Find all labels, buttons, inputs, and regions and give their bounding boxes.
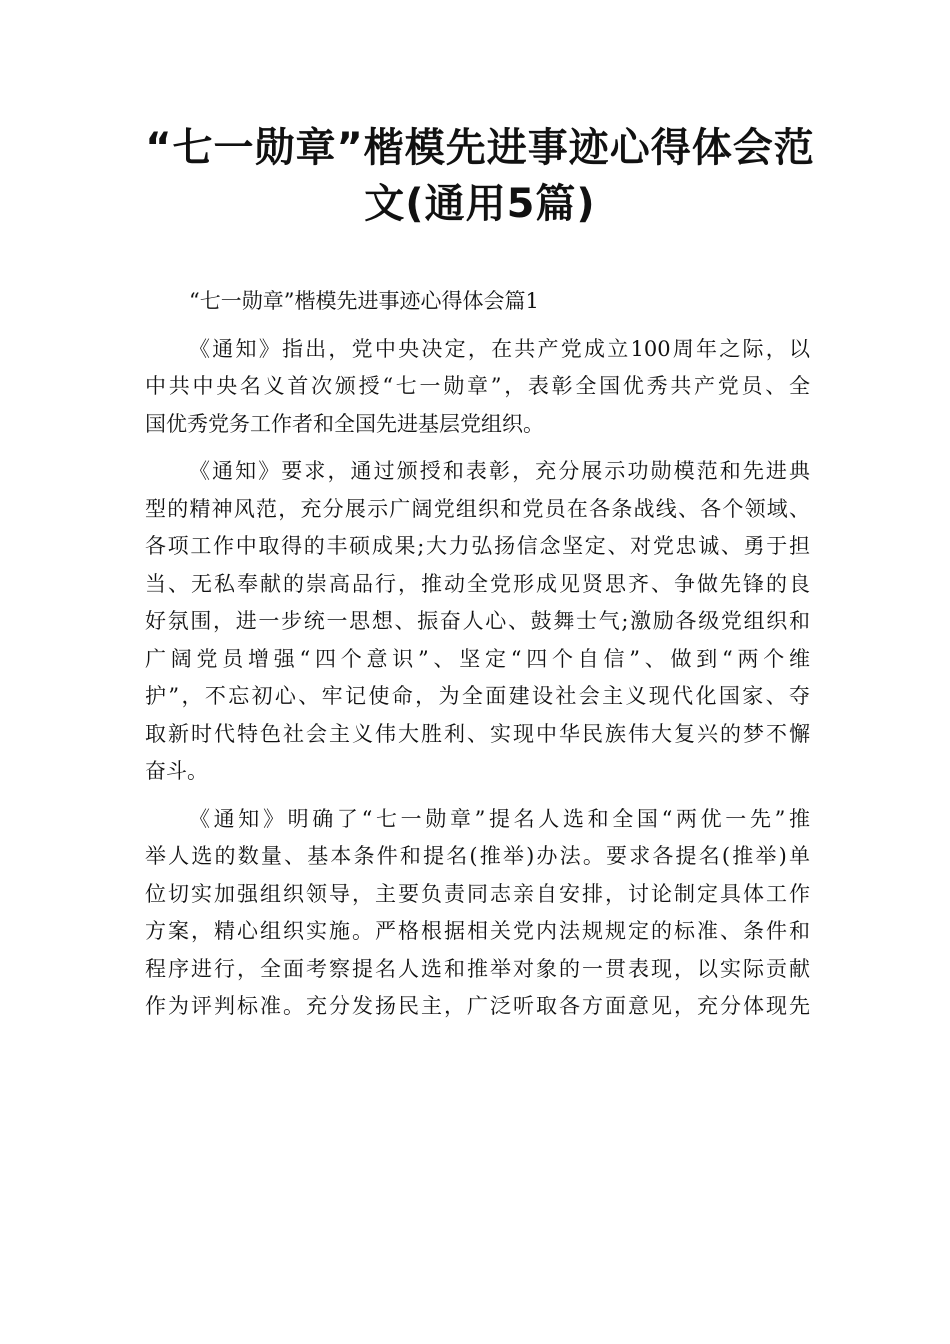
text-line: “七一勋章”楷模先进事迹心得体会篇1 [189,289,539,313]
title-line-1: “七一勋章”楷模先进事迹心得体会范 [145,125,815,171]
text-line: 好氛围，进一步统一思想、振奋人心、鼓舞士气;激励各级党组织和 [145,609,810,633]
text-line: 广阔党员增强“四个意识”、坚定“四个自信”、做到“两个维 [145,646,810,671]
title-line-2: 文(通用5篇) [364,181,596,227]
text-line: 各项工作中取得的丰硕成果;大力弘扬信念坚定、对党忠诚、勇于担 [145,534,810,558]
text-line: 当、无私奉献的崇高品行，推动全党形成见贤思齐、争做先锋的良 [145,571,810,596]
document-title [120,120,840,232]
text-line: 方案，精心组织实施。严格根据相关党内法规规定的标准、条件和 [145,919,810,943]
text-line: 程序进行，全面考察提名人选和推举对象的一贯表现，以实际贡献 [145,956,810,981]
text-line: 位切实加强组织领导，主要负责同志亲自安排，讨论制定具体工作 [145,881,810,906]
paragraph-2 [145,453,810,791]
text-line: 举人选的数量、基本条件和提名(推举)办法。要求各提名(推举)单 [145,844,810,868]
paragraph-3 [145,801,810,1026]
text-line: 中共中央名义首次颁授“七一勋章”，表彰全国优秀共产党员、全 [145,374,810,398]
section-heading [145,283,810,321]
text-line: 型的精神风范，充分展示广阔党组织和党员在各条战线、各个领域、 [145,496,810,521]
text-line: 《通知》要求，通过颁授和表彰，充分展示功勋模范和先进典 [189,459,810,483]
text-line: 取新时代特色社会主义伟大胜利、实现中华民族伟大复兴的梦不懈 [145,721,810,746]
paragraph-1 [145,331,810,444]
text-line: 《通知》明确了“七一勋章”提名人选和全国“两优一先”推 [189,806,810,831]
text-line: 作为评判标准。充分发扬民主，广泛听取各方面意见，充分体现先 [145,994,810,1018]
text-line: 护”，不忘初心、牢记使命，为全面建设社会主义现代化国家、夺 [145,684,810,708]
text-line: 国优秀党务工作者和全国先进基层党组织。 [145,411,544,436]
document-body [145,283,810,1036]
text-line: 《通知》指出，党中央决定，在共产党成立100周年之际，以 [189,336,810,361]
text-line: 奋斗。 [145,759,208,783]
